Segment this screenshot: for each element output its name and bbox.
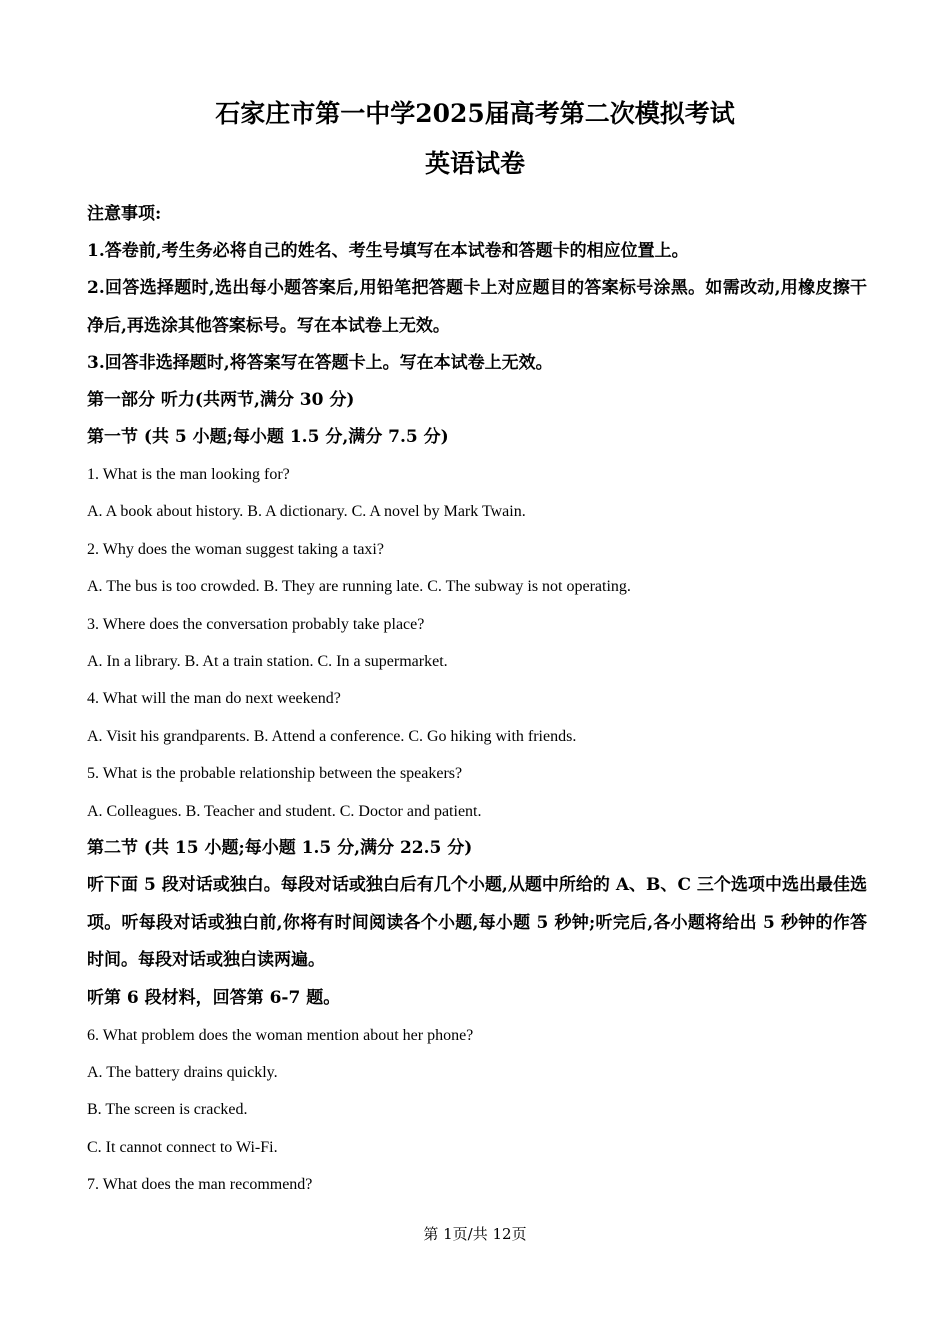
question-text: 5. What is the probable relationship between the speakers? [87, 765, 463, 783]
part1-heading: 第一部分 听力(共两节,满分 30 分) [87, 390, 355, 410]
question-text: 7. What does the man recommend? [87, 1176, 313, 1194]
section2-heading: 第二节 (共 15 小题;每小题 1.5 分,满分 22.5 分) [87, 838, 473, 859]
material-heading: 听第 6 段材料，回答第 6-7 题。 [87, 987, 341, 1008]
exam-title: 石家庄市第一中学2025届高考第二次模拟考试 [215, 99, 735, 128]
question-options: A. In a library. B. At a train station. C. In a supermarket. [87, 653, 448, 671]
exam-subtitle: 英语试卷 [424, 149, 525, 178]
question-text: 6. What problem does the woman mention about her phone? [87, 1026, 474, 1044]
question-text: 2. Why does the woman suggest taking a taxi? [87, 540, 384, 558]
note-item: 2.回答选择题时,选出每小题答案后,用铅笔把答题卡上对应题目的答案标号涂黑。如需改动,用橡皮擦干净后,再选涂其他答案标号。写在本试卷上无效。 [87, 278, 867, 336]
page-number: 第 1页/共 12页 [423, 1225, 527, 1243]
section1-heading: 第一节 (共 5 小题;每小题 1.5 分,满分 7.5 分) [87, 427, 449, 447]
question-options: A. A book about history. B. A dictionary. C. A novel by Mark Twain. [87, 503, 526, 521]
question-option: C. It cannot connect to Wi-Fi. [87, 1138, 278, 1156]
question-text: 1. What is the man looking for? [87, 466, 290, 483]
notes-heading: 注意事项: [87, 204, 162, 224]
exam-content [87, 196, 867, 1204]
question-text: 4. What will the man do next weekend? [87, 690, 341, 708]
question-options: A. Colleagues. B. Teacher and student. C. Doctor and patient. [87, 802, 482, 820]
section2-instructions: 听下面 5 段对话或独白。每段对话或独白后有几个小题,从题中所给的 A、B、C 三个选项中选出最佳选项。听每段对话或独白前,你将有时间阅读各个小题,每小题 5 秒钟;听完后,各小题将给出 5 秒钟的作答时间。每段对话或独白读两遍。 [87, 875, 867, 971]
note-item: 3.回答非选择题时,将答案写在答题卡上。写在本试卷上无效。 [87, 353, 553, 373]
question-option: A. The battery drains quickly. [87, 1063, 278, 1081]
question-text: 3. Where does the conversation probably take place? [87, 615, 425, 633]
question-options: A. Visit his grandparents. B. Attend a conference. C. Go hiking with friends. [87, 727, 577, 745]
note-item: 1.答卷前,考生务必将自己的姓名、考生号填写在本试卷和答题卡的相应位置上。 [87, 241, 689, 261]
question-option: B. The screen is cracked. [87, 1101, 248, 1119]
question-options: A. The bus is too crowded. B. They are running late. C. The subway is not operating. [87, 578, 631, 596]
